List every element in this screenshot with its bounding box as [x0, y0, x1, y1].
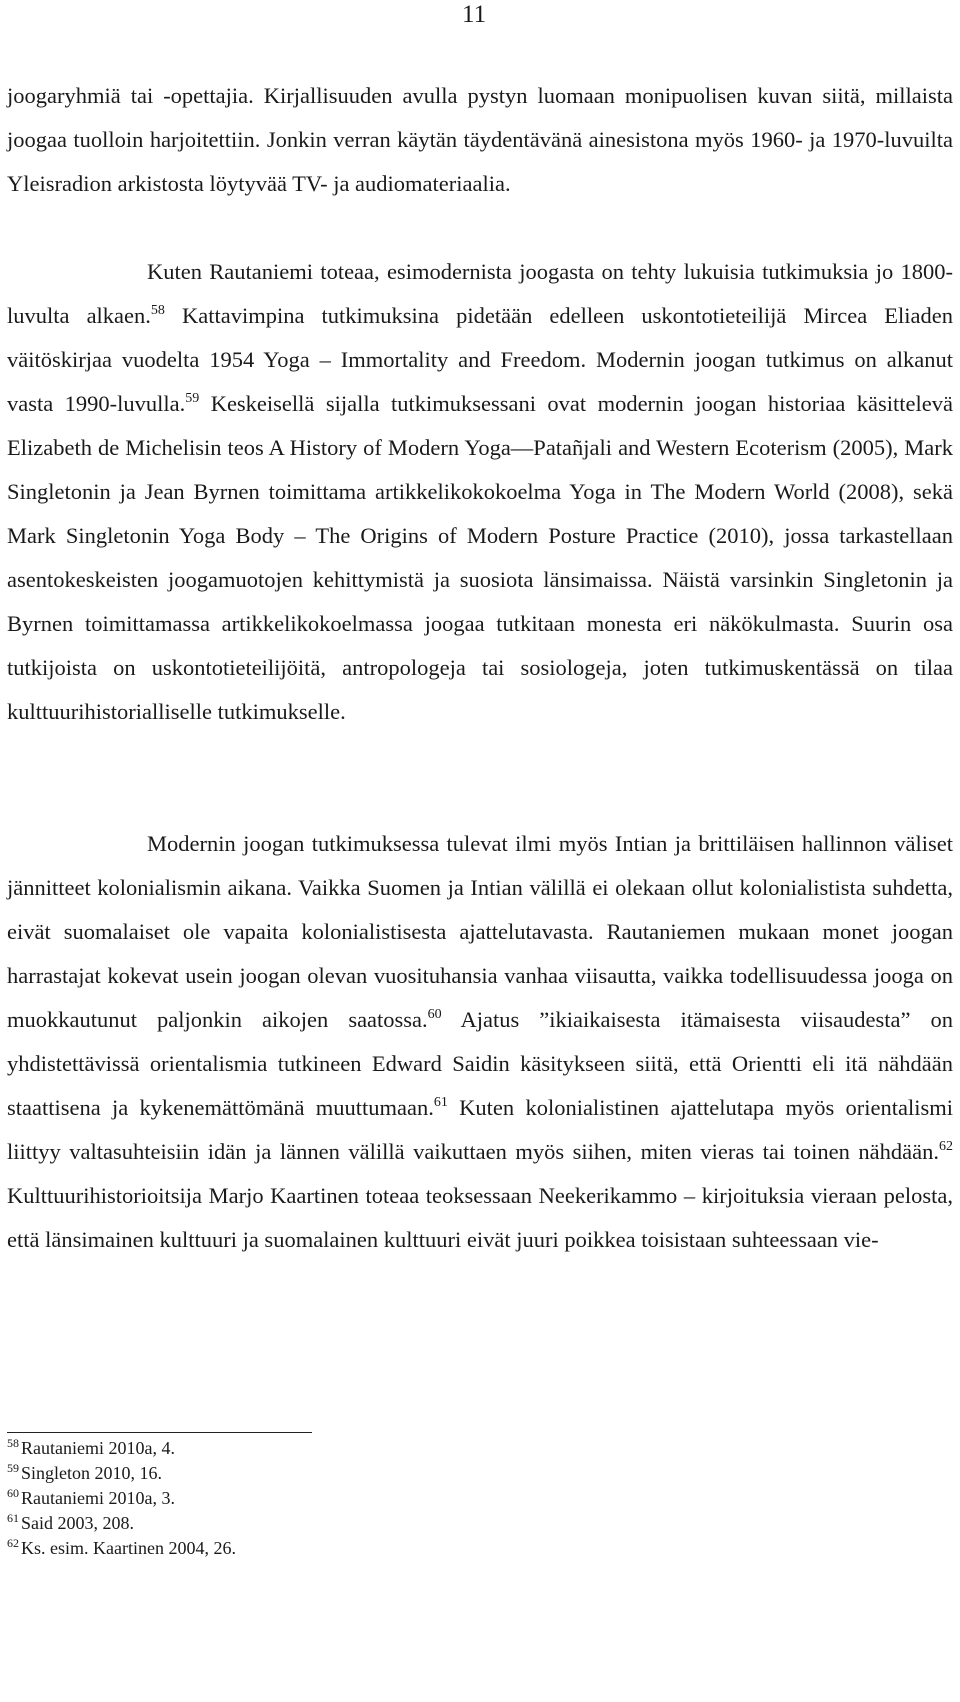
- paragraph-text: Kuten kolonialistinen ajattelutapa myös orientalismi liittyy valtasuhteisiin idän ja lännen välillä vaikuttaen myös siihen, miten vieras tai toinen nähdään.: [7, 1095, 953, 1164]
- footnote-number: 60: [7, 1486, 19, 1500]
- footnote-text: Said 2003, 208.: [21, 1513, 135, 1533]
- footnote: [7, 1486, 236, 1511]
- body-paragraph-2: [7, 250, 953, 734]
- footnote-text: Rautaniemi 2010a, 4.: [21, 1438, 175, 1458]
- footnote: [7, 1436, 236, 1461]
- footnote-text: Rautaniemi 2010a, 3.: [21, 1488, 175, 1508]
- footnote-number: 61: [7, 1511, 19, 1525]
- paragraph-text: Keskeisellä sijalla tutkimuksessani ovat modernin joogan historiaa käsittelevä Elizabeth de Michelisin teos A History of Modern Yoga—Patañjali and Western Ecoterism (2005), Mark Singletonin ja Jean Byrnen toimittama artikkelikokokoelma Yoga in The Modern World (2008), sekä Mark Singletonin Yoga Body – The Origins of Modern Posture Practice (2010), jossa tarkastellaan asentokeskeisten joogamuotojen kehittymistä ja suosiota länsimaissa. Näistä varsinkin Singletonin ja Byrnen toimittamassa artikkelikokoelmassa joogaa tutkitaan monesta eri näkökulmasta. Suurin osa tutkijoista on uskontotieteilijöitä, antropologeja tai sosiologeja, joten tutkimuskentässä on tilaa kulttuurihistorialliselle tutkimukselle.: [7, 391, 953, 724]
- body-paragraph-1: [7, 74, 953, 206]
- paragraph-text: Kulttuurihistorioitsija Marjo Kaartinen toteaa teoksessaan Neekerikammo – kirjoituksia vieraan pelosta, että länsimainen kulttuuri ja suomalainen kulttuuri eivät juuri poikkea toisistaan suhteessaan vie-: [7, 1183, 953, 1252]
- footnote: [7, 1461, 236, 1486]
- footnote-reference[interactable]: 60: [427, 1007, 442, 1022]
- page-number: 11: [462, 1, 487, 28]
- paragraph-text: Modernin joogan tutkimuksessa tulevat ilmi myös Intian ja brittiläisen hallinnon väliset jännitteet kolonialismin aikana. Vaikka Suomen ja Intian välillä ei olekaan ollut kolonialistista suhdetta, eivät suomalaiset ole vapaita kolonialistisesta ajattelutavasta. Rautaniemen mukaan monet joogan harrastajat kokevat usein joogan olevan vuosituhansia vanhaa viisautta, vaikka todellisuudessa jooga on muokkautunut paljonkin aikojen saatossa.: [7, 831, 953, 1032]
- footnote-reference[interactable]: 58: [150, 303, 165, 318]
- paragraph-text: Kuten Rautaniemi toteaa, esimodernista joogasta on tehty lukuisia tutkimuksia jo 1800-luvulta alkaen.: [7, 259, 953, 328]
- footnote-list: [7, 1436, 236, 1561]
- footnote-reference[interactable]: 62: [939, 1139, 953, 1154]
- body-paragraph-3: [7, 822, 953, 1262]
- footnote-text: Singleton 2010, 16.: [21, 1463, 163, 1483]
- footnote-number: 62: [7, 1536, 19, 1550]
- footnote-text: Ks. esim. Kaartinen 2004, 26.: [21, 1538, 236, 1558]
- footnote-reference[interactable]: 61: [433, 1095, 448, 1110]
- footnote-reference[interactable]: 59: [185, 391, 200, 406]
- footnote-number: 58: [7, 1436, 19, 1450]
- paragraph-text: Kattavimpina tutkimuksina pidetään edelleen uskontotieteilijä Mircea Eliaden väitöskirjaa vuodelta 1954 Yoga – Immortality and Freedom. Modernin joogan tutkimus on alkanut vasta 1990-luvulla.: [7, 303, 953, 416]
- footnote: [7, 1511, 236, 1536]
- footnote-number: 59: [7, 1461, 19, 1475]
- footnote: [7, 1536, 236, 1561]
- footnote-divider: [7, 1432, 312, 1433]
- paragraph-text: Ajatus ”ikiaikaisesta itämaisesta viisaudesta” on yhdistettävissä orientalismia tutkineen Edward Saidin käsitykseen siitä, että Orientti eli itä nähdään staattisena ja kykenemättömänä muuttumaan.: [7, 1007, 953, 1120]
- paragraph-text: joogaryhmiä tai -opettajia. Kirjallisuuden avulla pystyn luomaan monipuolisen kuvan siitä, millaista joogaa tuolloin harjoitettiin. Jonkin verran käytän täydentävänä ainesistona myös 1960- ja 1970-luvuilta Yleisradion arkistosta löytyvää TV- ja audiomateriaalia.: [7, 83, 953, 196]
